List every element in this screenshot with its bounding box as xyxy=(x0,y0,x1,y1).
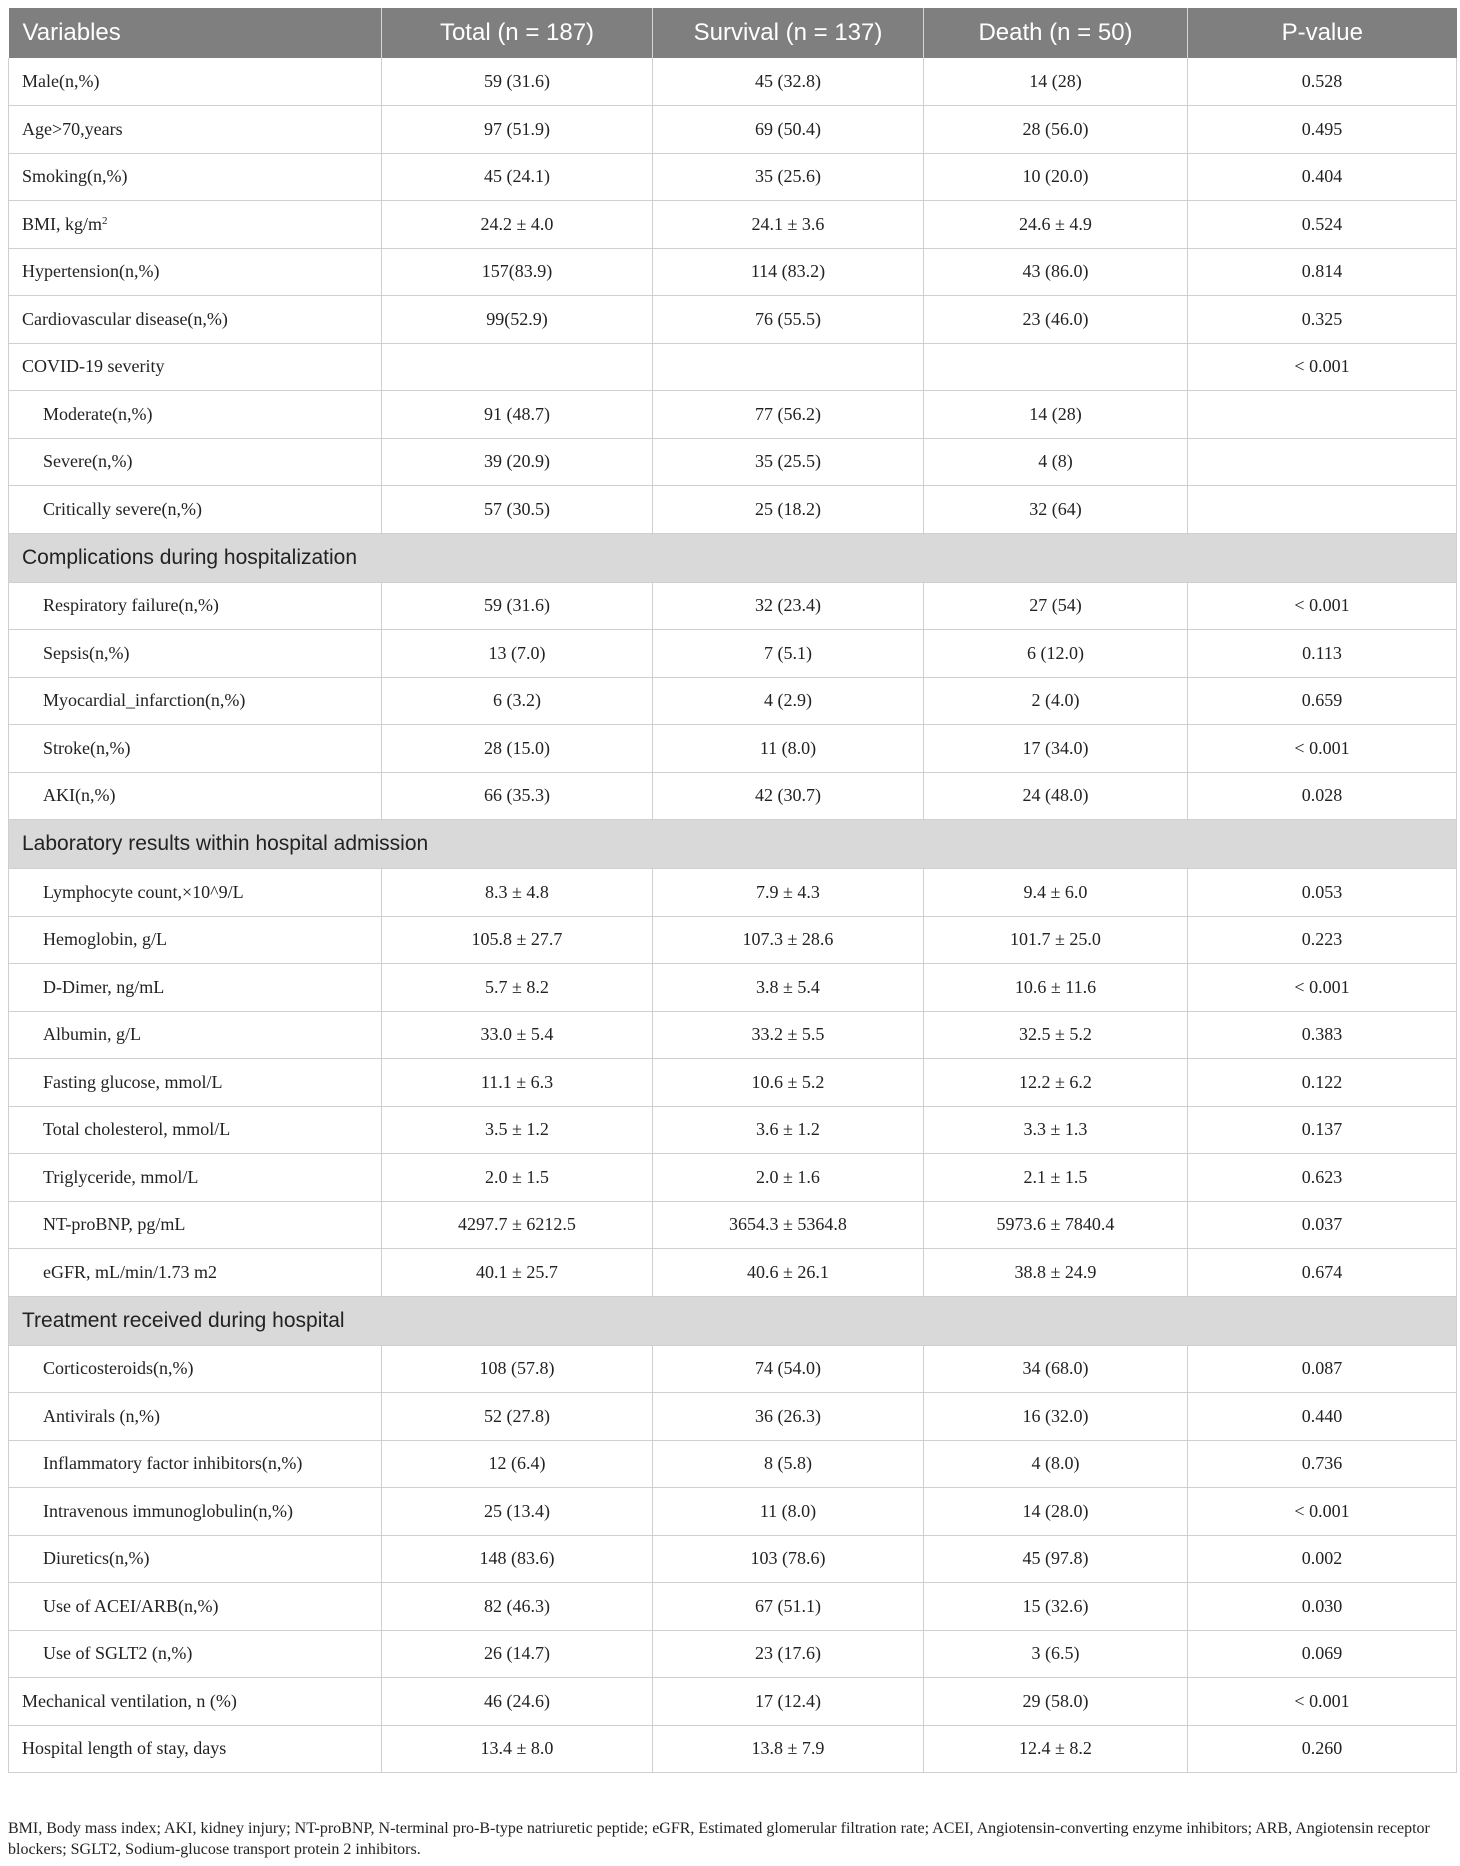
variable-label xyxy=(9,1106,382,1154)
p-value-cell: 0.325 xyxy=(1188,296,1457,344)
death-cell: 45 (97.8) xyxy=(924,1535,1188,1583)
total-cell: 57 (30.5) xyxy=(382,486,653,534)
variable-label xyxy=(9,1678,382,1726)
variable-label xyxy=(9,1725,382,1773)
death-cell: 17 (34.0) xyxy=(924,725,1188,773)
table-row xyxy=(9,391,1457,439)
header-total: Total (n = 187) xyxy=(382,8,653,58)
survival-cell: 3.6 ± 1.2 xyxy=(653,1106,924,1154)
total-cell: 26 (14.7) xyxy=(382,1630,653,1678)
table-row xyxy=(9,1488,1457,1536)
header-death: Death (n = 50) xyxy=(924,8,1188,58)
total-cell: 157(83.9) xyxy=(382,248,653,296)
variable-label xyxy=(9,1488,382,1536)
variable-label-text: Hypertension(n,%) xyxy=(22,261,160,282)
total-cell: 45 (24.1) xyxy=(382,153,653,201)
table-row xyxy=(9,1059,1457,1107)
variable-label xyxy=(9,58,382,106)
variable-label-text: Cardiovascular disease(n,%) xyxy=(22,308,228,329)
total-cell: 59 (31.6) xyxy=(382,582,653,630)
table-row xyxy=(9,1440,1457,1488)
variable-label xyxy=(9,725,382,773)
p-value-cell: 0.223 xyxy=(1188,916,1457,964)
section-header-row xyxy=(9,820,1457,869)
p-value-cell: 0.028 xyxy=(1188,772,1457,820)
total-cell: 33.0 ± 5.4 xyxy=(382,1011,653,1059)
table-row xyxy=(9,725,1457,773)
variable-label xyxy=(9,1059,382,1107)
variable-label xyxy=(9,1154,382,1202)
total-cell: 13.4 ± 8.0 xyxy=(382,1725,653,1773)
death-cell: 16 (32.0) xyxy=(924,1393,1188,1441)
variable-label-text: Use of SGLT2 (n,%) xyxy=(43,1643,193,1664)
total-cell: 25 (13.4) xyxy=(382,1488,653,1536)
variable-label-text: Sepsis(n,%) xyxy=(43,642,130,663)
variable-label xyxy=(9,438,382,486)
total-cell: 4297.7 ± 6212.5 xyxy=(382,1201,653,1249)
variable-label-text: Fasting glucose, mmol/L xyxy=(43,1071,223,1092)
table-row xyxy=(9,582,1457,630)
table-row xyxy=(9,153,1457,201)
total-cell: 66 (35.3) xyxy=(382,772,653,820)
variable-label-text: Antivirals (n,%) xyxy=(43,1405,160,1426)
survival-cell: 33.2 ± 5.5 xyxy=(653,1011,924,1059)
death-cell: 3.3 ± 1.3 xyxy=(924,1106,1188,1154)
variable-label xyxy=(9,248,382,296)
variable-label-text: Intravenous immunoglobulin(n,%) xyxy=(43,1500,293,1521)
variable-label-text: Myocardial_infarction(n,%) xyxy=(43,690,246,711)
survival-cell: 42 (30.7) xyxy=(653,772,924,820)
p-value-cell: 0.069 xyxy=(1188,1630,1457,1678)
p-value-cell: 0.404 xyxy=(1188,153,1457,201)
header-p-value: P-value xyxy=(1188,8,1457,58)
table-row xyxy=(9,1345,1457,1393)
variable-label-text: Corticosteroids(n,%) xyxy=(43,1358,194,1379)
total-cell: 148 (83.6) xyxy=(382,1535,653,1583)
total-cell: 11.1 ± 6.3 xyxy=(382,1059,653,1107)
survival-cell: 103 (78.6) xyxy=(653,1535,924,1583)
variable-label-text: AKI(n,%) xyxy=(43,785,116,806)
variable-label-text: Use of ACEI/ARB(n,%) xyxy=(43,1595,219,1616)
table-row xyxy=(9,438,1457,486)
p-value-cell: 0.528 xyxy=(1188,58,1457,106)
section-header-row xyxy=(9,533,1457,582)
variable-label xyxy=(9,1345,382,1393)
variable-label xyxy=(9,1249,382,1297)
p-value-cell: 0.674 xyxy=(1188,1249,1457,1297)
death-cell: 23 (46.0) xyxy=(924,296,1188,344)
variable-label xyxy=(9,486,382,534)
survival-cell: 35 (25.5) xyxy=(653,438,924,486)
death-cell: 27 (54) xyxy=(924,582,1188,630)
variable-label-text: Triglyceride, mmol/L xyxy=(43,1166,199,1187)
variable-label-text: D-Dimer, ng/mL xyxy=(43,976,165,997)
table-row xyxy=(9,1011,1457,1059)
variable-label-text: BMI, kg/m xyxy=(22,213,103,234)
variable-label-text: Moderate(n,%) xyxy=(43,403,153,424)
p-value-cell: 0.002 xyxy=(1188,1535,1457,1583)
table-row xyxy=(9,58,1457,106)
variable-label xyxy=(9,296,382,344)
table-row xyxy=(9,1583,1457,1631)
variable-label-text: Stroke(n,%) xyxy=(43,737,131,758)
variable-label-text: Critically severe(n,%) xyxy=(43,498,202,519)
table-row xyxy=(9,869,1457,917)
variable-label xyxy=(9,582,382,630)
total-cell: 28 (15.0) xyxy=(382,725,653,773)
variable-label xyxy=(9,916,382,964)
death-cell: 10.6 ± 11.6 xyxy=(924,964,1188,1012)
variable-label-text: Smoking(n,%) xyxy=(22,166,128,187)
section-title: Laboratory results within hospital admission xyxy=(9,820,1457,869)
variable-label xyxy=(9,391,382,439)
variable-label xyxy=(9,1011,382,1059)
survival-cell: 24.1 ± 3.6 xyxy=(653,201,924,249)
variable-label-text: Inflammatory factor inhibitors(n,%) xyxy=(43,1453,303,1474)
p-value-cell: 0.736 xyxy=(1188,1440,1457,1488)
survival-cell: 7.9 ± 4.3 xyxy=(653,869,924,917)
data-table xyxy=(8,8,1457,1773)
variable-label-text: Male(n,%) xyxy=(22,71,100,91)
p-value-cell: 0.260 xyxy=(1188,1725,1457,1773)
death-cell xyxy=(924,343,1188,391)
variable-label xyxy=(9,106,382,154)
superscript: 2 xyxy=(102,214,108,227)
total-cell: 3.5 ± 1.2 xyxy=(382,1106,653,1154)
table-row xyxy=(9,1249,1457,1297)
total-cell: 39 (20.9) xyxy=(382,438,653,486)
p-value-cell: 0.659 xyxy=(1188,677,1457,725)
p-value-cell: 0.814 xyxy=(1188,248,1457,296)
section-title: Complications during hospitalization xyxy=(9,533,1457,582)
survival-cell: 11 (8.0) xyxy=(653,725,924,773)
p-value-cell: 0.113 xyxy=(1188,630,1457,678)
variable-label-text: Lymphocyte count,×10^9/L xyxy=(43,881,244,902)
table-row xyxy=(9,248,1457,296)
death-cell: 32.5 ± 5.2 xyxy=(924,1011,1188,1059)
death-cell: 24.6 ± 4.9 xyxy=(924,201,1188,249)
table-header-row xyxy=(9,8,1457,58)
survival-cell: 107.3 ± 28.6 xyxy=(653,916,924,964)
survival-cell: 7 (5.1) xyxy=(653,630,924,678)
survival-cell: 76 (55.5) xyxy=(653,296,924,344)
variable-label xyxy=(9,153,382,201)
table-body xyxy=(9,58,1457,1773)
p-value-cell: < 0.001 xyxy=(1188,1488,1457,1536)
variable-label-text: COVID-19 severity xyxy=(22,356,165,377)
death-cell: 38.8 ± 24.9 xyxy=(924,1249,1188,1297)
p-value-cell: 0.087 xyxy=(1188,1345,1457,1393)
total-cell: 40.1 ± 25.7 xyxy=(382,1249,653,1297)
variable-label-text: Albumin, g/L xyxy=(43,1024,141,1045)
variable-label-text: Severe(n,%) xyxy=(43,451,133,472)
death-cell: 24 (48.0) xyxy=(924,772,1188,820)
variable-label xyxy=(9,1440,382,1488)
death-cell: 10 (20.0) xyxy=(924,153,1188,201)
section-header-row xyxy=(9,1296,1457,1345)
total-cell: 97 (51.9) xyxy=(382,106,653,154)
variable-label-text: Hemoglobin, g/L xyxy=(43,929,167,950)
table-row xyxy=(9,106,1457,154)
p-value-cell xyxy=(1188,438,1457,486)
death-cell: 14 (28.0) xyxy=(924,1488,1188,1536)
survival-cell: 17 (12.4) xyxy=(653,1678,924,1726)
death-cell: 15 (32.6) xyxy=(924,1583,1188,1631)
table-row xyxy=(9,486,1457,534)
survival-cell xyxy=(653,343,924,391)
variable-label-text: Respiratory failure(n,%) xyxy=(43,595,219,616)
p-value-cell xyxy=(1188,391,1457,439)
total-cell xyxy=(382,343,653,391)
death-cell: 28 (56.0) xyxy=(924,106,1188,154)
table-row xyxy=(9,343,1457,391)
p-value-cell xyxy=(1188,486,1457,534)
header-survival: Survival (n = 137) xyxy=(653,8,924,58)
total-cell: 91 (48.7) xyxy=(382,391,653,439)
p-value-cell: 0.623 xyxy=(1188,1154,1457,1202)
survival-cell: 74 (54.0) xyxy=(653,1345,924,1393)
total-cell: 12 (6.4) xyxy=(382,1440,653,1488)
death-cell: 34 (68.0) xyxy=(924,1345,1188,1393)
survival-cell: 69 (50.4) xyxy=(653,106,924,154)
table-row xyxy=(9,1106,1457,1154)
death-cell: 3 (6.5) xyxy=(924,1630,1188,1678)
death-cell: 29 (58.0) xyxy=(924,1678,1188,1726)
death-cell: 12.2 ± 6.2 xyxy=(924,1059,1188,1107)
total-cell: 6 (3.2) xyxy=(382,677,653,725)
death-cell: 2.1 ± 1.5 xyxy=(924,1154,1188,1202)
p-value-cell: < 0.001 xyxy=(1188,582,1457,630)
survival-cell: 23 (17.6) xyxy=(653,1630,924,1678)
survival-cell: 10.6 ± 5.2 xyxy=(653,1059,924,1107)
table-footnote: BMI, Body mass index; AKI, kidney injury; NT-proBNP, N-terminal pro-B-type natriuretic peptide; eGFR, Estimated glomerular filtration rate; ACEI, Angiotensin-converting enzyme inhibitors; ARB, Angiotensin receptor blockers; SGLT2, Sodium-glucose transport protein 2 inhibitors. xyxy=(8,1820,1430,1858)
section-title: Treatment received during hospital xyxy=(9,1296,1457,1345)
variable-label xyxy=(9,1583,382,1631)
survival-cell: 67 (51.1) xyxy=(653,1583,924,1631)
death-cell: 14 (28) xyxy=(924,391,1188,439)
survival-cell: 11 (8.0) xyxy=(653,1488,924,1536)
variable-label-text: Hospital length of stay, days xyxy=(22,1738,227,1759)
total-cell: 24.2 ± 4.0 xyxy=(382,201,653,249)
variable-label xyxy=(9,1393,382,1441)
survival-cell: 40.6 ± 26.1 xyxy=(653,1249,924,1297)
p-value-cell: 0.037 xyxy=(1188,1201,1457,1249)
total-cell: 82 (46.3) xyxy=(382,1583,653,1631)
table-row xyxy=(9,1725,1457,1773)
death-cell: 5973.6 ± 7840.4 xyxy=(924,1201,1188,1249)
death-cell: 4 (8.0) xyxy=(924,1440,1188,1488)
header-variables: Variables xyxy=(9,8,382,58)
table-row xyxy=(9,1154,1457,1202)
survival-cell: 8 (5.8) xyxy=(653,1440,924,1488)
variable-label xyxy=(9,343,382,391)
death-cell: 9.4 ± 6.0 xyxy=(924,869,1188,917)
total-cell: 46 (24.6) xyxy=(382,1678,653,1726)
table-row xyxy=(9,1535,1457,1583)
p-value-cell: 0.440 xyxy=(1188,1393,1457,1441)
death-cell: 14 (28) xyxy=(924,58,1188,106)
table-row xyxy=(9,916,1457,964)
total-cell: 2.0 ± 1.5 xyxy=(382,1154,653,1202)
total-cell: 105.8 ± 27.7 xyxy=(382,916,653,964)
variable-label xyxy=(9,964,382,1012)
p-value-cell: < 0.001 xyxy=(1188,1678,1457,1726)
variable-label-text: Total cholesterol, mmol/L xyxy=(43,1119,231,1140)
variable-label xyxy=(9,677,382,725)
survival-cell: 3654.3 ± 5364.8 xyxy=(653,1201,924,1249)
survival-cell: 45 (32.8) xyxy=(653,58,924,106)
total-cell: 13 (7.0) xyxy=(382,630,653,678)
p-value-cell: < 0.001 xyxy=(1188,725,1457,773)
p-value-cell: < 0.001 xyxy=(1188,964,1457,1012)
survival-cell: 35 (25.6) xyxy=(653,153,924,201)
death-cell: 12.4 ± 8.2 xyxy=(924,1725,1188,1773)
survival-cell: 2.0 ± 1.6 xyxy=(653,1154,924,1202)
total-cell: 8.3 ± 4.8 xyxy=(382,869,653,917)
p-value-cell: 0.383 xyxy=(1188,1011,1457,1059)
table-row xyxy=(9,1678,1457,1726)
total-cell: 59 (31.6) xyxy=(382,58,653,106)
total-cell: 5.7 ± 8.2 xyxy=(382,964,653,1012)
table-row xyxy=(9,677,1457,725)
variable-label xyxy=(9,869,382,917)
survival-cell: 114 (83.2) xyxy=(653,248,924,296)
variable-label-text: Mechanical ventilation, n (%) xyxy=(22,1690,237,1711)
p-value-cell: 0.030 xyxy=(1188,1583,1457,1631)
survival-cell: 3.8 ± 5.4 xyxy=(653,964,924,1012)
total-cell: 108 (57.8) xyxy=(382,1345,653,1393)
p-value-cell: 0.495 xyxy=(1188,106,1457,154)
p-value-cell: < 0.001 xyxy=(1188,343,1457,391)
p-value-cell: 0.122 xyxy=(1188,1059,1457,1107)
survival-cell: 77 (56.2) xyxy=(653,391,924,439)
table-row xyxy=(9,296,1457,344)
table-row xyxy=(9,630,1457,678)
survival-cell: 36 (26.3) xyxy=(653,1393,924,1441)
survival-cell: 13.8 ± 7.9 xyxy=(653,1725,924,1773)
table-row xyxy=(9,1201,1457,1249)
total-cell: 52 (27.8) xyxy=(382,1393,653,1441)
p-value-cell: 0.053 xyxy=(1188,869,1457,917)
survival-cell: 4 (2.9) xyxy=(653,677,924,725)
variable-label xyxy=(9,1201,382,1249)
death-cell: 43 (86.0) xyxy=(924,248,1188,296)
variable-label xyxy=(9,630,382,678)
total-cell: 99(52.9) xyxy=(382,296,653,344)
variable-label xyxy=(9,201,382,249)
data-table-container xyxy=(8,8,1456,1773)
variable-label-text: Age>70,years xyxy=(22,118,123,139)
table-row xyxy=(9,201,1457,249)
variable-label xyxy=(9,1630,382,1678)
table-row xyxy=(9,1630,1457,1678)
death-cell: 4 (8) xyxy=(924,438,1188,486)
death-cell: 32 (64) xyxy=(924,486,1188,534)
table-row xyxy=(9,772,1457,820)
variable-label xyxy=(9,772,382,820)
death-cell: 101.7 ± 25.0 xyxy=(924,916,1188,964)
survival-cell: 25 (18.2) xyxy=(653,486,924,534)
variable-label-text: eGFR, mL/min/1.73 m2 xyxy=(43,1261,218,1282)
variable-label-text: NT-proBNP, pg/mL xyxy=(43,1214,186,1235)
variable-label xyxy=(9,1535,382,1583)
p-value-cell: 0.137 xyxy=(1188,1106,1457,1154)
death-cell: 6 (12.0) xyxy=(924,630,1188,678)
p-value-cell: 0.524 xyxy=(1188,201,1457,249)
survival-cell: 32 (23.4) xyxy=(653,582,924,630)
table-row xyxy=(9,1393,1457,1441)
death-cell: 2 (4.0) xyxy=(924,677,1188,725)
table-row xyxy=(9,964,1457,1012)
variable-label-text: Diuretics(n,%) xyxy=(43,1548,150,1569)
